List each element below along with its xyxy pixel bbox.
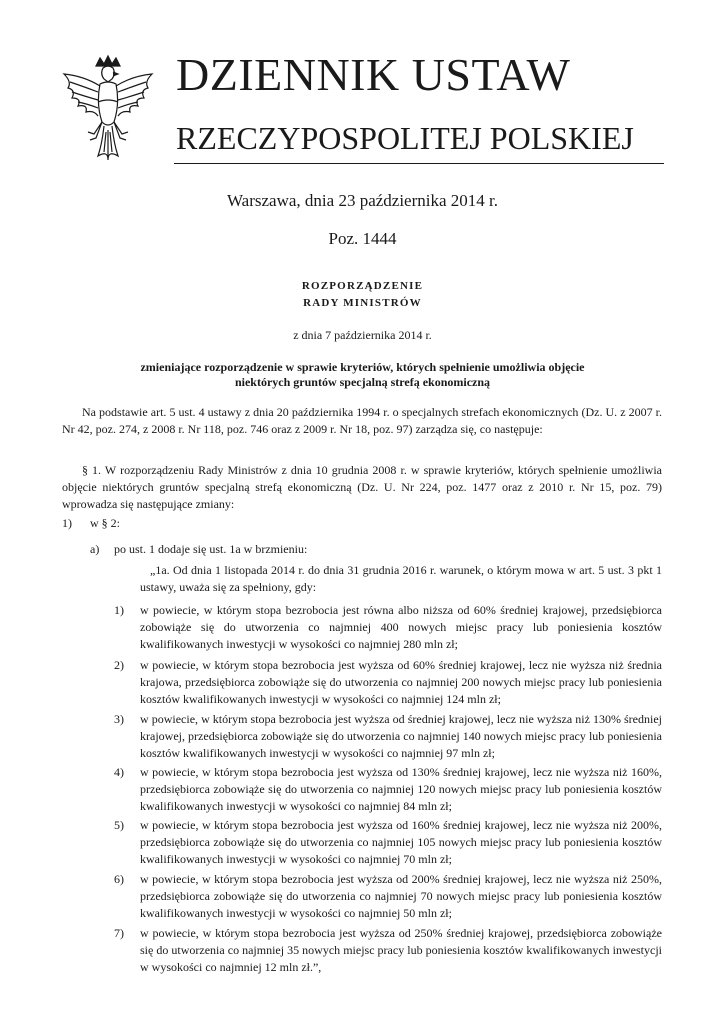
list-item: [114, 602, 662, 653]
polish-eagle-emblem-icon: [58, 52, 158, 164]
list-item: [114, 764, 662, 815]
act-type: ROZPORZĄDZENIE: [301, 280, 424, 292]
list-item-text: w powiecie, w którym stopa bezrobocia jest wyższa od 160% średniej krajowej, lecz nie wyższa niż 200%, przedsiębiorca zobowiąże się do utworzenia co najmniej 105 nowych miejsc pracy lub poniesienia kosztów kwalifikowanych inwestycji w wysokości co najmniej 70 mln zł;: [140, 818, 662, 866]
list-item-text: w powiecie, w którym stopa bezrobocia jest wyższa od średniej krajowej, lecz nie wyższa niż 130% średniej krajowej, przedsiębiorca zobowiąże się do utworzenia co najmniej 140 nowych miejsc pracy lub poniesienia kosztów kwalifikowanych inwestycji w wysokości co najmniej 97 mln zł;: [140, 712, 662, 760]
masthead-divider: [174, 163, 664, 164]
legal-basis-paragraph: Na podstawie art. 5 ust. 4 ustawy z dnia 20 października 1994 r. o specjalnych strefach ekonomicznych (Dz. U. z 2007 r. Nr 42, poz. 274, z 2008 r. Nr 118, poz. 746 oraz z 2009 r. Nr 18, poz. 97) zarządza się, co następuje:: [62, 405, 662, 436]
issue-place-date: Warszawa, dnia 23 października 2014 r.: [227, 191, 498, 210]
list-item: [114, 657, 662, 708]
list-item: [114, 711, 662, 762]
gazette-title: DZIENNIK USTAW: [176, 49, 571, 100]
list-item: [114, 871, 662, 922]
list-item-number: 4): [114, 765, 124, 779]
list-item-text: w powiecie, w którym stopa bezrobocia jest wyższa od 200% średniej krajowej, lecz nie wyższa niż 250%, przedsiębiorca zobowiąże się do utworzenia co najmniej 70 nowych miejsc pracy lub poniesienia kosztów kwalifikowanych inwestycji w wysokości co najmniej 50 mln zł;: [140, 872, 662, 920]
letter-text: po ust. 1 dodaje się ust. 1a w brzmieniu:: [114, 542, 308, 556]
list-item-number: 1): [114, 603, 124, 617]
list-item-number: 6): [114, 872, 124, 886]
act-date: z dnia 7 października 2014 r.: [293, 328, 432, 342]
list-item: [114, 817, 662, 868]
list-item-text: w powiecie, w którym stopa bezrobocia jest równa albo niższa od 60% średniej krajowej, przedsiębiorca zobowiąże się do utworzenia co najmniej 400 nowych miejsc pracy lub poniesienia kosztów kwalifikowanych inwestycji w wysokości co najmniej 280 mln zł;: [140, 603, 662, 651]
list-item-number: 2): [114, 658, 124, 672]
new-paragraph-1a: „1a. Od dnia 1 listopada 2014 r. do dnia 31 grudnia 2016 r. warunek, o którym mowa w art. 5 ust. 3 pkt 1 ustawy, uważa się za spełniony, gdy:: [140, 563, 662, 594]
list-item-text: w powiecie, w którym stopa bezrobocia jest wyższa od 250% średniej krajowej, przedsiębiorca zobowiąże się do utworzenia co najmniej 35 nowych miejsc pracy lub poniesienia kosztów kwalifikowanych inwestycji w wysokości co najmniej 12 mln zł.”,: [140, 926, 662, 974]
point-text: w § 2:: [90, 516, 120, 530]
act-subject-line: niektórych gruntów specjalną strefą ekonomiczną: [234, 375, 491, 389]
list-item: [114, 925, 662, 976]
letter-number: a): [90, 542, 100, 556]
position-number: Poz. 1444: [328, 229, 397, 248]
list-item-text: w powiecie, w którym stopa bezrobocia jest wyższa od 60% średniej krajowej, lecz nie wyższa niż średnia krajowa, przedsiębiorca zobowiąże się do utworzenia co najmniej 200 nowych miejsc pracy lub poniesienia kosztów kwalifikowanych inwestycji w wysokości co najmniej 124 mln zł;: [140, 658, 662, 706]
list-item-number: 3): [114, 712, 124, 726]
act-subject: [0, 360, 725, 390]
list-item-number: 5): [114, 818, 124, 832]
point-number: 1): [62, 516, 72, 530]
act-subject-line: zmieniające rozporządzenie w sprawie kryteriów, których spełnienie umożliwia objęcie: [140, 360, 585, 374]
list-item-text: w powiecie, w którym stopa bezrobocia jest wyższa od 130% średniej krajowej, lecz nie wyższa niż 160%, przedsiębiorca zobowiąże się do utworzenia co najmniej 120 nowych miejsc pracy lub poniesienia kosztów kwalifikowanych inwestycji w wysokości co najmniej 84 mln zł;: [140, 765, 662, 813]
list-item-number: 7): [114, 926, 124, 940]
gazette-subtitle: RZECZYPOSPOLITEJ POLSKIEJ: [176, 120, 634, 156]
act-issuer: RADY MINISTRÓW: [303, 297, 422, 309]
section-1-paragraph: § 1. W rozporządzeniu Rady Ministrów z dnia 10 grudnia 2008 r. w sprawie kryteriów, których spełnienie umożliwia objęcie niektórych gruntów specjalną strefą ekonomiczną (Dz. U. Nr 224, poz. 1477 oraz z 2010 r. Nr 15, poz. 79) wprowadza się następujące zmiany:: [62, 463, 662, 511]
